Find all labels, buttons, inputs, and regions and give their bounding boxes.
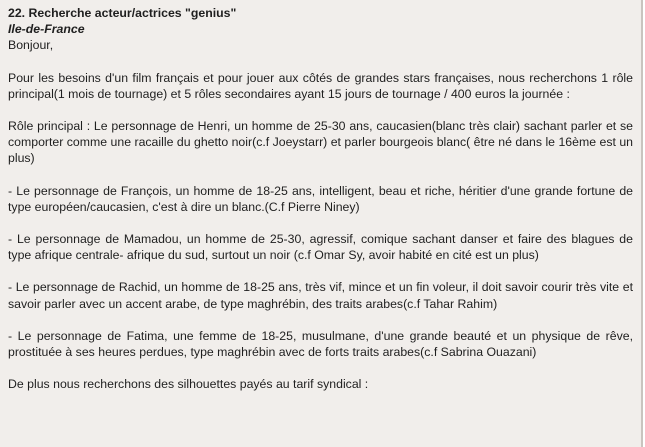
greeting-text: Bonjour,	[8, 38, 54, 53]
listing-region: Ile-de-France	[8, 22, 85, 37]
role-paragraph-fatima: - Le personnage de Fatima, une femme de 18-25, musulmane, d'une grande beauté et un physique de rêve, prostituée à ses heures perdues, type maghrébin avec de forts traits arabes(c.f Sabrina Ouazani)	[8, 328, 633, 360]
listing-title: 22. Recherche acteur/actrices "genius"	[8, 6, 237, 20]
intro-paragraph: Pour les besoins d'un film français et pour jouer aux côtés de grandes stars françaises, nous recherchons 1 rôle principal(1 mois de tournage) et 5 rôles secondaires ayant 15 jours de tournage / 400 euros la journée :	[8, 70, 633, 101]
role-paragraph-rachid: - Le personnage de Rachid, un homme de 18-25 ans, très vif, mince et un fin voleur, il doit savoir courir très vite et savoir parler avec un accent arabe, de type maghrébin, des traits arabes(c.f Tahar Rahim)	[8, 280, 633, 311]
closing-paragraph: De plus nous recherchons des silhouettes payés au tarif syndical :	[8, 377, 369, 392]
role-paragraph-francois: - Le personnage de François, un homme de 18-25 ans, intelligent, beau et riche, héritier d'une grande fortune de type européen/caucasien, c'est à dire un blanc.(C.f Pierre Niney)	[8, 183, 633, 214]
role-paragraph-henri: Rôle principal : Le personnage de Henri, un homme de 25-30 ans, caucasien(blanc très clair) sachant parler et se comporter comme une racaille du ghetto noir(c.f Joeystarr) et parler bourgeois blanc( être né dans le 16ème est un plus)	[8, 119, 633, 166]
role-paragraph-mamadou: - Le personnage de Mamadou, un homme de 25-30, agressif, comique sachant danser et faire des blagues de type afrique centrale- afrique du sud, surtout un noir (c.f Omar Sy, avoir habité en cité est un plus)	[8, 232, 633, 263]
